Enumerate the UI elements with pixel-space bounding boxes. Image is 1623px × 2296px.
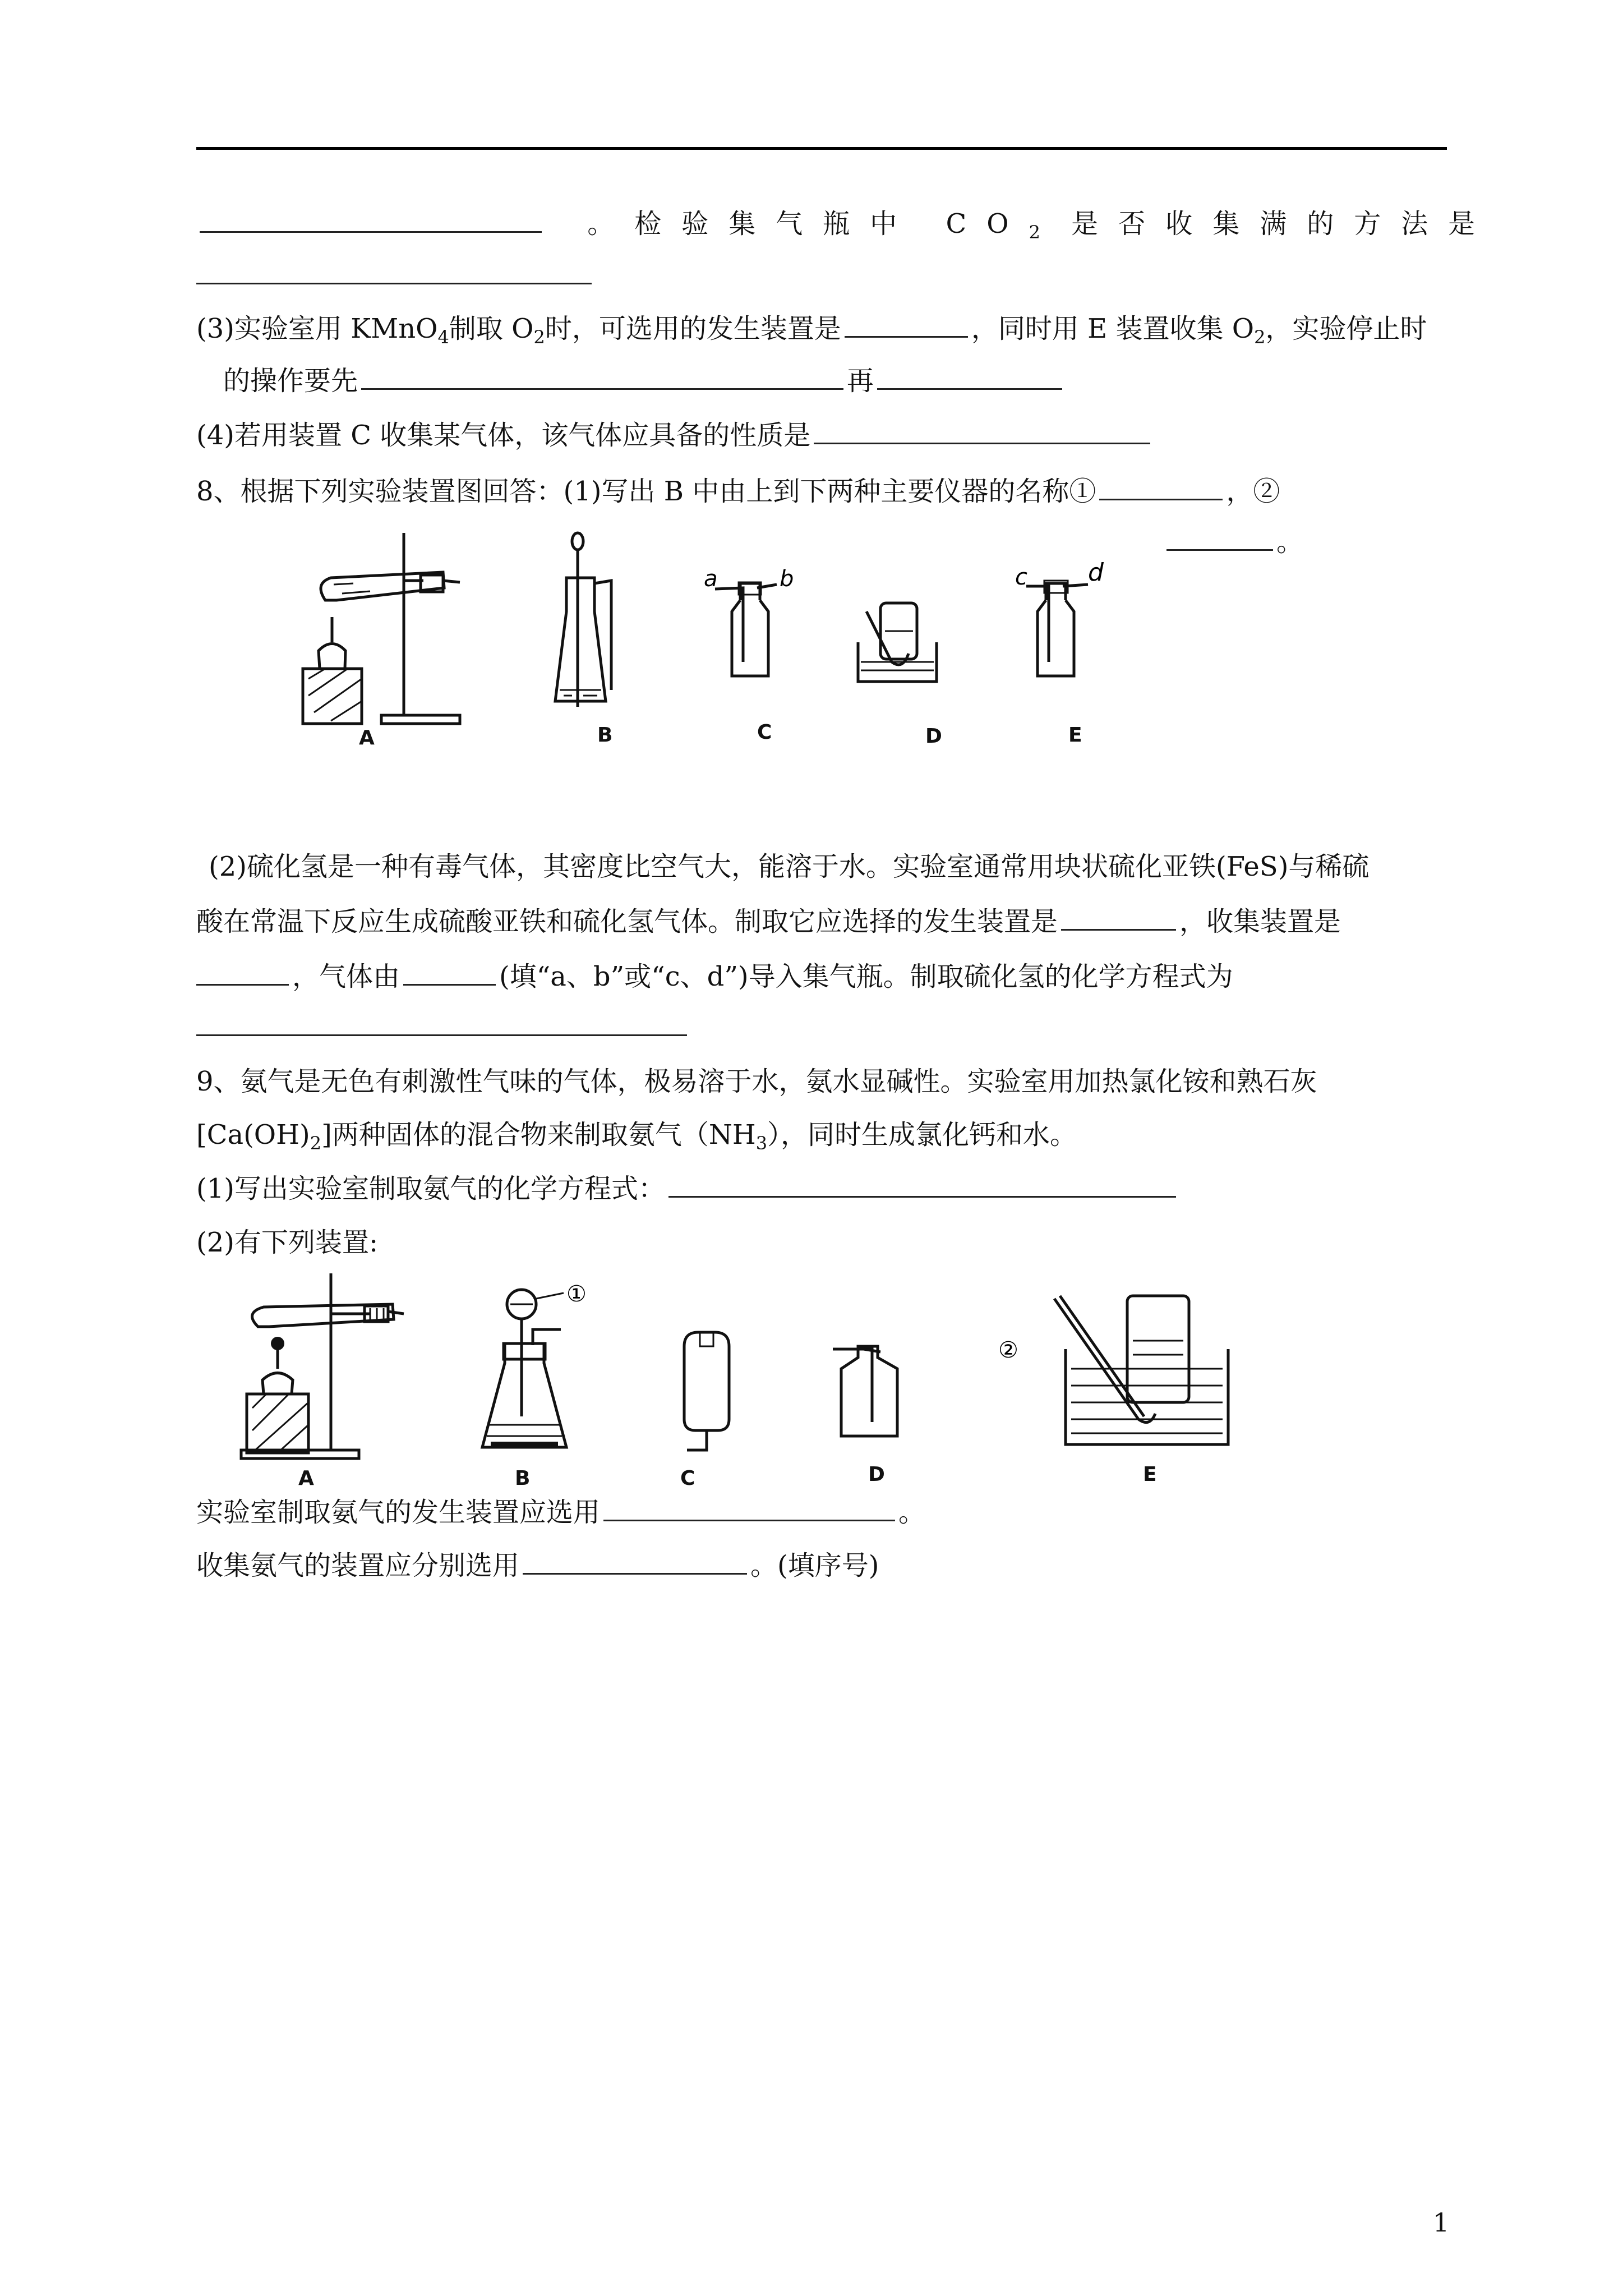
label-e: E [1143,1463,1157,1486]
label-e: E [1068,724,1082,747]
question-8-2-line: (2)硫化氢是一种有毒气体，其密度比空气大，能溶于水。实验室通常用块状硫化亚铁(FeS)与稀硫 [209,851,1370,882]
question-3-line-2: 的操作要先 再 [223,364,1066,398]
question-9-3-line: 实验室制取氨气的发生装置应选用 。 [196,1495,925,1529]
question-9-1-line: (1)写出实验室制取氨气的化学方程式： [196,1171,1179,1205]
question-4-line: (4)若用装置 C 收集某气体，该气体应具备的性质是 [196,418,1154,452]
question-3-line: (3)实验室用 KMnO$_4$制取 $O_2$时，可选用的发生装置是 ，同时用 E 装置收集 $O_2$，实验停止时 [196,311,1427,354]
answer-blank[interactable] [1061,904,1176,931]
apparatus-d [833,1346,897,1436]
answer-blank[interactable] [845,311,968,338]
label-b: B [515,1467,531,1490]
svg-text:c: c [1015,564,1027,590]
svg-text:②: ② [998,1337,1018,1363]
label-a: A [298,1467,314,1490]
co2-check-line: 。检验集气瓶中 $CO_2$ 是否收集满的方法是 [196,206,1495,249]
apparatus-figure-2 [236,1273,1245,1509]
answer-blank[interactable] [403,959,496,986]
answer-blank[interactable] [523,1548,747,1575]
label-a: A [359,726,375,749]
answer-blank[interactable] [814,418,1150,444]
label-b: B [597,724,613,747]
question-9-line-2: $[Ca(OH)_2]$两种固体的混合物来制取氨气$(NH_3)$，同时生成氯化钙和水。 [196,1119,1077,1154]
label-d: D [925,725,942,748]
co2-check-answer-line [196,258,595,292]
apparatus-d [858,603,937,682]
apparatus-c [684,1332,729,1450]
svg-text:d: d [1088,558,1104,587]
label-c: C [680,1467,695,1490]
apparatus-figure-1 [292,522,1189,757]
question-9-2-line: (2)有下列装置: [196,1227,379,1258]
svg-text:①: ① [566,1281,587,1307]
svg-text:b: b [780,566,794,592]
answer-blank[interactable] [1099,474,1223,500]
apparatus-e [1015,558,1104,676]
question-8-2-line-3: ，气体由 (填“a、b”或“c、d”)导入集气瓶。制取硫化氢的化学方程式为 [196,959,1233,993]
question-9-4-line: 收集氨气的装置应分别选用 。(填序号) [196,1548,879,1582]
header-rule [196,147,1447,150]
apparatus-a [303,533,460,724]
question-8-line: 8、根据下列实验装置图回答：(1)写出 B 中由上到下两种主要仪器的名称① ，② [196,474,1280,508]
label-c: C [757,721,772,744]
question-8-line-2: 。 [1166,524,1303,559]
label-d: D [868,1463,885,1486]
question-9-line: 9、氨气是无色有刺激性气味的气体，极易溶于水，氨水显碱性。实验室用加热氯化铵和熟石灰 [196,1066,1317,1097]
answer-blank[interactable] [603,1495,895,1521]
answer-blank[interactable] [196,258,592,284]
apparatus-b [482,1281,587,1447]
page-number: 1 [1433,2207,1450,2238]
apparatus-a [241,1273,404,1458]
question-8-2-line-4 [196,1010,690,1044]
answer-blank[interactable] [196,1010,687,1036]
apparatus-e [998,1296,1228,1444]
apparatus-c [704,566,794,676]
answer-blank[interactable] [877,364,1062,390]
question-8-2-line-2: 酸在常温下反应生成硫酸亚铁和硫化氢气体。制取它应选择的发生装置是 ，收集装置是 [196,904,1341,938]
answer-blank[interactable] [361,364,843,390]
answer-blank[interactable] [668,1171,1176,1198]
apparatus-b [555,533,611,707]
svg-text:a: a [704,566,718,592]
answer-blank[interactable] [200,206,542,233]
answer-blank[interactable] [196,959,289,986]
